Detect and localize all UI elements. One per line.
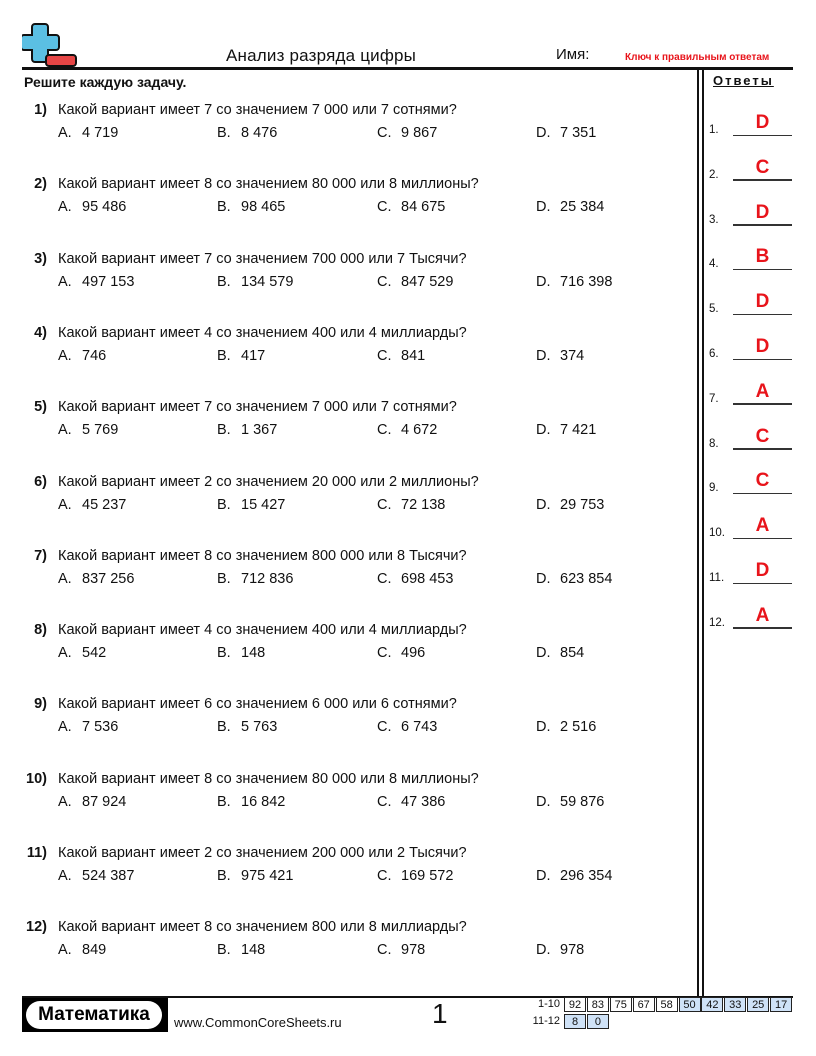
option-letter: B. (217, 570, 231, 587)
question-text: Какой вариант имеет 8 со значением 800 000 или 8 Тысячи? (58, 547, 467, 564)
option-value: 7 351 (560, 125, 597, 141)
score-cell: 33 (724, 997, 746, 1012)
answer-blank (733, 448, 792, 450)
option-letter: A. (58, 868, 72, 884)
answer-option (58, 125, 118, 141)
answer-blank (733, 538, 792, 540)
answer-option (217, 645, 265, 661)
option-letter: D. (536, 273, 551, 290)
answer-value: A (755, 604, 770, 626)
column-divider (702, 69, 704, 997)
answer-number: 8. (709, 437, 719, 450)
option-letter: C. (377, 645, 392, 662)
question-text: Какой вариант имеет 4 со значением 400 или 4 миллиарды? (58, 622, 467, 639)
question-text: Какой вариант имеет 6 со значением 6 000 или 6 сотнями? (58, 696, 457, 713)
answer-number: 6. (709, 348, 719, 360)
option-letter: A. (58, 273, 72, 290)
score-cell: 92 (564, 997, 586, 1012)
score-cell: 58 (656, 997, 678, 1012)
option-value: 746 (82, 347, 107, 364)
answer-key-item (709, 548, 799, 588)
answer-key-item (709, 593, 799, 633)
option-value: 975 421 (241, 868, 294, 884)
answer-number: 7. (709, 392, 719, 405)
answer-option (58, 199, 126, 215)
answer-number: 12. (709, 616, 725, 629)
score-cell: 67 (633, 997, 655, 1012)
option-letter: A. (58, 496, 72, 513)
option-letter: A. (58, 942, 72, 959)
option-letter: B. (217, 422, 231, 439)
question-text: Какой вариант имеет 8 со значением 80 000 или 8 миллионы? (58, 176, 479, 193)
question-item (0, 176, 690, 246)
option-value: 417 (241, 347, 266, 364)
option-letter: B. (217, 273, 231, 290)
answer-option (536, 794, 604, 810)
option-letter: B. (217, 347, 231, 364)
answer-blank (733, 583, 792, 585)
score-cell: 8 (564, 1014, 586, 1029)
question-item (0, 251, 690, 321)
question-item (0, 474, 690, 544)
answer-number: 1. (709, 124, 719, 136)
question-number: 10) (26, 770, 47, 787)
question-text: Какой вариант имеет 8 со значением 800 или 8 миллиарды? (58, 919, 467, 936)
answer-option (377, 497, 445, 513)
answer-option (536, 571, 612, 587)
option-value: 134 579 (241, 273, 294, 290)
score-cell: 42 (701, 997, 723, 1012)
option-value: 837 256 (82, 570, 135, 587)
option-letter: B. (217, 942, 231, 959)
worksheet-title: Анализ разряда цифры (226, 46, 417, 65)
option-letter: D. (536, 719, 551, 736)
answer-option (536, 868, 612, 884)
option-letter: B. (217, 496, 231, 513)
answer-option (536, 274, 612, 290)
option-value: 5 769 (82, 422, 119, 439)
answer-value: C (755, 470, 770, 492)
option-value: 849 (82, 942, 107, 959)
option-value: 841 (401, 347, 426, 364)
answer-blank (733, 403, 792, 405)
question-text: Какой вариант имеет 7 со значением 7 000 или 7 сотнями? (58, 102, 457, 118)
option-letter: C. (377, 347, 392, 364)
answer-option (217, 571, 293, 587)
question-number: 12) (26, 919, 47, 936)
answer-value: C (755, 156, 770, 178)
answer-key-item (709, 324, 799, 364)
option-letter: A. (58, 645, 72, 662)
option-value: 698 453 (401, 570, 454, 587)
answer-option (217, 125, 277, 141)
answer-option (377, 794, 445, 810)
answer-option (377, 199, 445, 215)
question-text: Какой вариант имеет 8 со значением 80 000 или 8 миллионы? (58, 770, 479, 787)
answer-key-item (709, 458, 799, 498)
score-cell: 0 (587, 1014, 609, 1029)
option-letter: D. (536, 347, 551, 364)
answer-option (58, 645, 106, 661)
option-letter: C. (377, 273, 392, 290)
answer-option (536, 199, 604, 215)
answer-blank (733, 224, 792, 226)
answer-option (217, 497, 285, 513)
option-value: 45 237 (82, 496, 127, 513)
option-letter: A. (58, 199, 72, 216)
answer-option (58, 942, 106, 958)
answer-blank (733, 493, 792, 495)
question-item (0, 325, 690, 395)
answer-key-item (709, 145, 799, 185)
answer-option (217, 868, 293, 884)
question-text: Какой вариант имеет 4 со значением 400 или 4 миллиарды? (58, 324, 467, 341)
question-number: 3) (34, 250, 47, 267)
site-url: www.CommonCoreSheets.ru (174, 1015, 342, 1030)
answer-blank (733, 135, 792, 137)
option-letter: B. (217, 868, 231, 884)
option-letter: C. (377, 868, 392, 884)
question-item (0, 548, 690, 618)
option-letter: A. (58, 422, 72, 439)
question-number: 7) (34, 547, 47, 564)
answer-key-label: Ключ к правильным ответам (625, 52, 770, 63)
option-value: 4 719 (82, 125, 119, 141)
answer-value: A (755, 380, 770, 402)
answer-option (536, 942, 584, 958)
option-value: 84 675 (401, 199, 446, 216)
answer-key-item (709, 279, 799, 319)
answer-option (377, 868, 453, 884)
score-cell: 17 (770, 997, 792, 1012)
option-value: 98 465 (241, 199, 286, 216)
answer-option (58, 571, 134, 587)
score-cell: 50 (679, 997, 701, 1012)
option-value: 169 572 (401, 868, 454, 884)
question-item (0, 696, 690, 766)
question-item (0, 919, 690, 989)
answer-option (58, 794, 126, 810)
option-value: 496 (401, 645, 426, 662)
option-value: 497 153 (82, 273, 135, 290)
option-letter: A. (58, 719, 72, 736)
page-number: 1 (432, 998, 448, 1029)
answer-number: 11. (709, 572, 725, 584)
option-letter: C. (377, 793, 392, 810)
brand-label: Математика (26, 1001, 162, 1029)
option-value: 8 476 (241, 125, 278, 141)
option-letter: C. (377, 942, 392, 959)
option-letter: D. (536, 793, 551, 810)
answer-option (217, 942, 265, 958)
answer-key-item (709, 369, 799, 409)
answer-option (536, 422, 596, 438)
answer-key-item (709, 414, 799, 454)
option-letter: D. (536, 199, 551, 216)
answer-option (377, 571, 453, 587)
option-value: 25 384 (560, 199, 605, 216)
answer-key-item (709, 100, 799, 140)
option-value: 716 398 (560, 273, 613, 290)
question-text: Какой вариант имеет 2 со значением 200 000 или 2 Тысячи? (58, 845, 467, 861)
option-value: 296 354 (560, 868, 613, 884)
answer-option (58, 497, 126, 513)
option-value: 7 536 (82, 719, 119, 736)
answer-blank (733, 179, 792, 181)
option-value: 1 367 (241, 422, 278, 439)
answer-option (377, 645, 425, 661)
option-letter: B. (217, 125, 231, 141)
option-value: 712 836 (241, 570, 294, 587)
instructions: Решите каждую задачу. (24, 74, 187, 90)
answer-option (377, 422, 437, 438)
option-letter: D. (536, 570, 551, 587)
answer-option (377, 348, 425, 364)
answer-option (536, 719, 596, 735)
answer-option (58, 868, 134, 884)
option-letter: A. (58, 570, 72, 587)
option-value: 6 743 (401, 719, 438, 736)
option-value: 16 842 (241, 793, 286, 810)
option-letter: C. (377, 125, 392, 141)
answer-value: D (755, 560, 770, 581)
option-value: 87 924 (82, 793, 127, 810)
question-item (0, 399, 690, 469)
question-number: 2) (34, 176, 47, 193)
question-number: 4) (34, 324, 47, 341)
option-letter: D. (536, 645, 551, 662)
option-value: 374 (560, 347, 585, 364)
answer-value: B (755, 246, 770, 268)
option-letter: D. (536, 868, 551, 884)
answer-value: C (755, 425, 770, 447)
option-letter: D. (536, 422, 551, 439)
option-value: 5 763 (241, 719, 278, 736)
option-value: 854 (560, 645, 585, 662)
answer-option (58, 348, 106, 364)
option-value: 72 138 (401, 496, 446, 513)
answer-option (217, 794, 285, 810)
option-letter: C. (377, 199, 392, 216)
option-value: 542 (82, 645, 107, 662)
answer-option (377, 274, 453, 290)
option-letter: D. (536, 125, 551, 141)
answer-option (377, 125, 437, 141)
question-text: Какой вариант имеет 7 со значением 7 000 или 7 сотнями? (58, 399, 457, 416)
option-letter: B. (217, 199, 231, 216)
question-number: 8) (34, 622, 47, 639)
score-row-label: 1-10 (537, 998, 560, 1010)
answer-option (217, 199, 285, 215)
option-value: 978 (560, 942, 585, 959)
answers-heading: Ответы (713, 73, 774, 88)
answer-key-item (709, 503, 799, 543)
answer-value: D (755, 112, 770, 133)
option-value: 59 876 (560, 793, 605, 810)
answer-number: 2. (709, 168, 719, 181)
score-cell: 83 (587, 997, 609, 1012)
answer-option (536, 645, 584, 661)
question-number: 11) (26, 845, 47, 861)
option-letter: C. (377, 570, 392, 587)
option-value: 623 854 (560, 570, 613, 587)
answer-option (377, 942, 425, 958)
answer-option (217, 422, 277, 438)
name-label: Имя: (556, 46, 590, 63)
option-letter: A. (58, 793, 72, 810)
option-value: 847 529 (401, 273, 454, 290)
option-value: 148 (241, 942, 266, 959)
option-letter: C. (377, 719, 392, 736)
option-letter: C. (377, 422, 392, 439)
option-value: 978 (401, 942, 426, 959)
option-letter: B. (217, 645, 231, 662)
question-item (0, 102, 690, 172)
option-value: 29 753 (560, 496, 605, 513)
option-value: 4 672 (401, 422, 438, 439)
brand-badge (22, 998, 168, 1032)
answer-key-item (709, 234, 799, 274)
answer-blank (733, 314, 792, 316)
option-value: 9 867 (401, 125, 438, 141)
answer-blank (733, 359, 792, 361)
question-number: 9) (34, 696, 47, 713)
answer-number: 9. (709, 482, 719, 495)
answer-option (377, 719, 437, 735)
answer-option (58, 719, 118, 735)
column-divider (697, 69, 699, 997)
answer-number: 5. (709, 303, 719, 316)
option-letter: A. (58, 125, 72, 141)
score-row-label: 11-12 (532, 1015, 560, 1027)
answer-option (536, 497, 604, 513)
answer-number: 4. (709, 258, 719, 271)
score-cell: 75 (610, 997, 632, 1012)
question-text: Какой вариант имеет 2 со значением 20 000 или 2 миллионы? (58, 473, 479, 490)
option-value: 148 (241, 645, 266, 662)
answer-value: D (755, 291, 770, 313)
header-divider (22, 67, 793, 70)
answer-value: A (755, 515, 770, 537)
question-number: 1) (34, 102, 47, 118)
option-value: 47 386 (401, 793, 446, 810)
option-letter: D. (536, 942, 551, 959)
option-letter: A. (58, 347, 72, 364)
answer-option (58, 274, 134, 290)
option-letter: B. (217, 719, 231, 736)
answer-value: D (755, 201, 770, 223)
answer-option (536, 348, 584, 364)
score-cell: 25 (747, 997, 769, 1012)
question-item (0, 845, 690, 915)
answer-number: 3. (709, 213, 719, 226)
question-number: 6) (34, 473, 47, 490)
question-item (0, 771, 690, 841)
option-value: 2 516 (560, 719, 597, 736)
option-letter: D. (536, 496, 551, 513)
question-number: 5) (34, 399, 47, 416)
answer-option (217, 274, 293, 290)
option-value: 524 387 (82, 868, 135, 884)
answer-number: 10. (709, 527, 725, 540)
answer-option (536, 125, 596, 141)
question-text: Какой вариант имеет 7 со значением 700 000 или 7 Тысячи? (58, 250, 467, 267)
logo-icon (22, 22, 80, 68)
option-value: 15 427 (241, 496, 286, 513)
answer-option (217, 719, 277, 735)
option-value: 95 486 (82, 199, 127, 216)
answer-blank (733, 269, 792, 271)
answer-option (217, 348, 265, 364)
option-value: 7 421 (560, 422, 597, 439)
answer-blank (733, 627, 792, 629)
question-item (0, 622, 690, 692)
answer-key-item (709, 190, 799, 230)
option-letter: C. (377, 496, 392, 513)
answer-value: D (755, 336, 770, 357)
option-letter: B. (217, 793, 231, 810)
answer-option (58, 422, 118, 438)
